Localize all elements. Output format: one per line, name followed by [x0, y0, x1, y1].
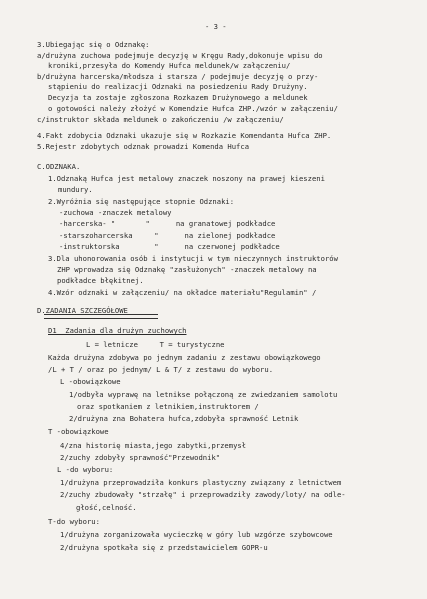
text-line: ZHP wprowadza się Odznakę "zasłużonych" -znaczek metalowy na: [57, 265, 317, 274]
text-line: 4.Wzór odznaki w załączeniu/ na okładce materiału"Regulamin" /: [48, 288, 317, 297]
text-line: L = letnicze T = turystyczne: [86, 340, 225, 349]
text-line: 1/drużyna zorganizowała wycieczkę w góry lub wzgórze szybowcowe: [60, 530, 333, 539]
text-line: L -do wyboru:: [57, 465, 114, 474]
text-line: -harcerska- " " na granatowej podkładce: [59, 219, 276, 228]
text-line: 2/zuchy zdobyły sprawność"Przewodnik": [60, 453, 221, 462]
text-line: -zuchowa -znaczek metalowy: [59, 208, 172, 217]
text-line: podkładce błękitnej.: [57, 276, 144, 285]
text-line: 2/zuchy zbudowały "strzałę" i przeprowadziły zawody/loty/ na odle-: [60, 490, 346, 499]
text-line: Decyzja ta zostaje zgłoszona Rozkazem Drużynowego a meldunek: [48, 93, 308, 102]
text-line: L -obowiązkowe: [60, 377, 121, 386]
text-line: b/drużyna harcerska/młodsza i starsza / podejmuje decyzję o przy-: [37, 72, 319, 81]
text-line: 4.Fakt zdobycia Odznaki ukazuje się w Rozkazie Komendanta Hufca ZHP.: [37, 131, 332, 140]
text-line: T-do wyboru:: [48, 517, 100, 526]
text-line: 2/drużyna spotkała się z przedstawicielem GOPR-u: [60, 543, 268, 552]
text-line: T -obowiązkowe: [48, 427, 109, 436]
text-line: 2/drużyna zna Bohatera hufca,zdobyła sprawność Letnik: [69, 414, 299, 423]
text-line: oraz spotkaniem z letnikiem,instruktorem /: [77, 402, 259, 411]
text-line: o gotowości należy złożyć w Komendzie Hufca ZHP./wzór w załączeniu/: [48, 104, 338, 113]
text-line: 2.Wyróżnia się następujące stopnie Odznaki:: [48, 197, 235, 206]
text-line: 1/drużyna przeprowadziła konkurs plastyczny związany z letnictwem: [60, 478, 342, 487]
section-c-heading: C.ODZNAKA.: [37, 162, 81, 171]
text-line: kroniki,przesyła do Komendy Hufca meldunek/w załączeniu/: [48, 61, 291, 70]
page-number: - 3 -: [205, 22, 227, 31]
subsection-d1-heading: D1 Zadania dla drużyn zuchowych: [48, 326, 187, 335]
text-line: 1.Odznaką Hufca jest metalowy znaczek noszony na prawej kieszeni: [48, 174, 325, 183]
text-line: mundury.: [58, 185, 93, 194]
text-line: a/drużyna zuchowa podejmuje decyzję w Kręgu Rady,dokonuje wpisu do: [37, 51, 323, 60]
text-line: stąpieniu do realizacji Odznaki na posiedzeniu Rady Drużyny.: [48, 82, 308, 91]
text-line: głość,celność.: [76, 503, 137, 512]
section-3-heading: 3.Ubiegając się o Odznakę:: [37, 40, 150, 49]
text-line: 4/zna historię miasta,jego zabytki,przemysł: [60, 441, 247, 450]
text-line: 5.Rejestr zdobytych odznak prowadzi Komenda Hufca: [37, 142, 250, 151]
text-line: Każda drużyna zdobywa po jednym zadaniu z zestawu obowiązkowego: [48, 353, 321, 362]
text-line: /L + T / oraz po jednym/ L & T/ z zestawu do wyboru.: [48, 365, 274, 374]
text-line: -starszoharcerska " na zielonej podkładce: [59, 231, 276, 240]
text-line: c/instruktor składa meldunek o zakończeniu /w załączeniu/: [37, 115, 284, 124]
text-line: 1/odbyła wyprawę na letnikse połączoną ze zwiedzaniem samolotu: [69, 390, 338, 399]
section-d-heading: D.ZADANIA SZCZEGÓŁOWE: [37, 306, 128, 315]
heading-double-underline: [44, 314, 158, 319]
text-line: 3.Dla uhonorowania osób i instytucji w tym nieczynnych instruktorów: [48, 254, 338, 263]
text-line: -instruktorska " na czerwonej podkładce: [59, 242, 280, 251]
